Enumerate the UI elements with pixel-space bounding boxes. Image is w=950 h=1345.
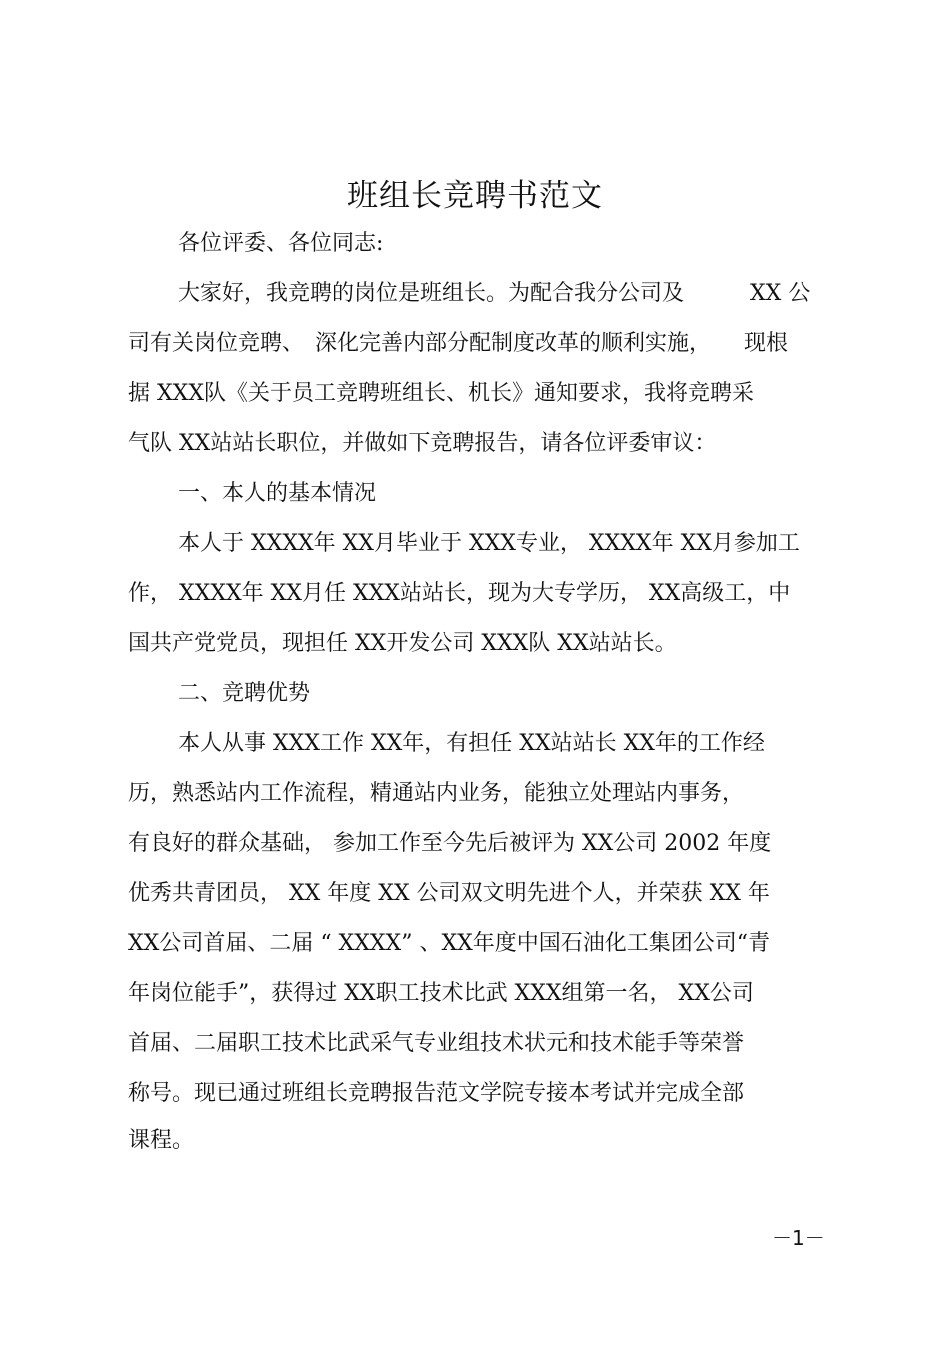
paragraph-line: XX公司首届、二届 “ XXXX” 、XX年度中国石油化工集团公司“青 bbox=[128, 931, 771, 956]
paragraph-line: 本人于 XXXX年 XX月毕业于 XXX专业， XXXX年 XX月参加工 bbox=[178, 531, 800, 556]
paragraph-line: 历，熟悉站内工作流程，精通站内业务，能独立处理站内事务， bbox=[128, 781, 745, 806]
document-title: 班组长竞聘书范文 bbox=[347, 178, 603, 214]
paragraph-line: 优秀共青团员， XX 年度 XX 公司双文明先进个人，并荣获 XX 年 bbox=[128, 881, 770, 906]
paragraph-line: 作， XXXX年 XX月任 XXX站站长，现为大专学历， XX高级工，中 bbox=[128, 581, 791, 606]
paragraph-line: 大家好，我竞聘的岗位是班组长。为配合我分公司及 XX 公 bbox=[178, 281, 811, 306]
paragraph-line: 课程。 bbox=[128, 1128, 195, 1153]
paragraph-line: 首届、二届职工技术比武采气专业组技术状元和技术能手等荣誉 bbox=[128, 1031, 745, 1056]
paragraph-line: 有良好的群众基础， 参加工作至今先后被评为 XX公司 2002 年度 bbox=[128, 831, 772, 856]
paragraph-line: 国共产党党员，现担任 XX开发公司 XXX队 XX站站长。 bbox=[128, 631, 677, 656]
paragraph-line: 称号。现已通过班组长竞聘报告范文学院专接本考试并完成全部 bbox=[128, 1081, 745, 1106]
paragraph-line: 司有关岗位竞聘、 深化完善内部分配制度改革的顺利实施， 现根 bbox=[128, 331, 789, 356]
paragraph-line: 本人从事 XXX工作 XX年，有担任 XX站站长 XX年的工作经 bbox=[178, 731, 765, 756]
section-heading: 二、竞聘优势 bbox=[178, 681, 311, 706]
paragraph-line: 气队 XX站站长职位，并做如下竞聘报告，请各位评委审议： bbox=[128, 431, 717, 456]
paragraph-line: 据 XXX队《关于员工竞聘班组长、机长》通知要求，我将竞聘采 bbox=[128, 381, 754, 406]
salutation: 各位评委、各位同志: bbox=[178, 231, 384, 256]
section-heading: 一、本人的基本情况 bbox=[178, 481, 377, 506]
paragraph-line: 年岗位能手”，获得过 XX职工技术比武 XXX组第一名， XX公司 bbox=[128, 981, 754, 1006]
page-number: －1－ bbox=[772, 1226, 825, 1250]
